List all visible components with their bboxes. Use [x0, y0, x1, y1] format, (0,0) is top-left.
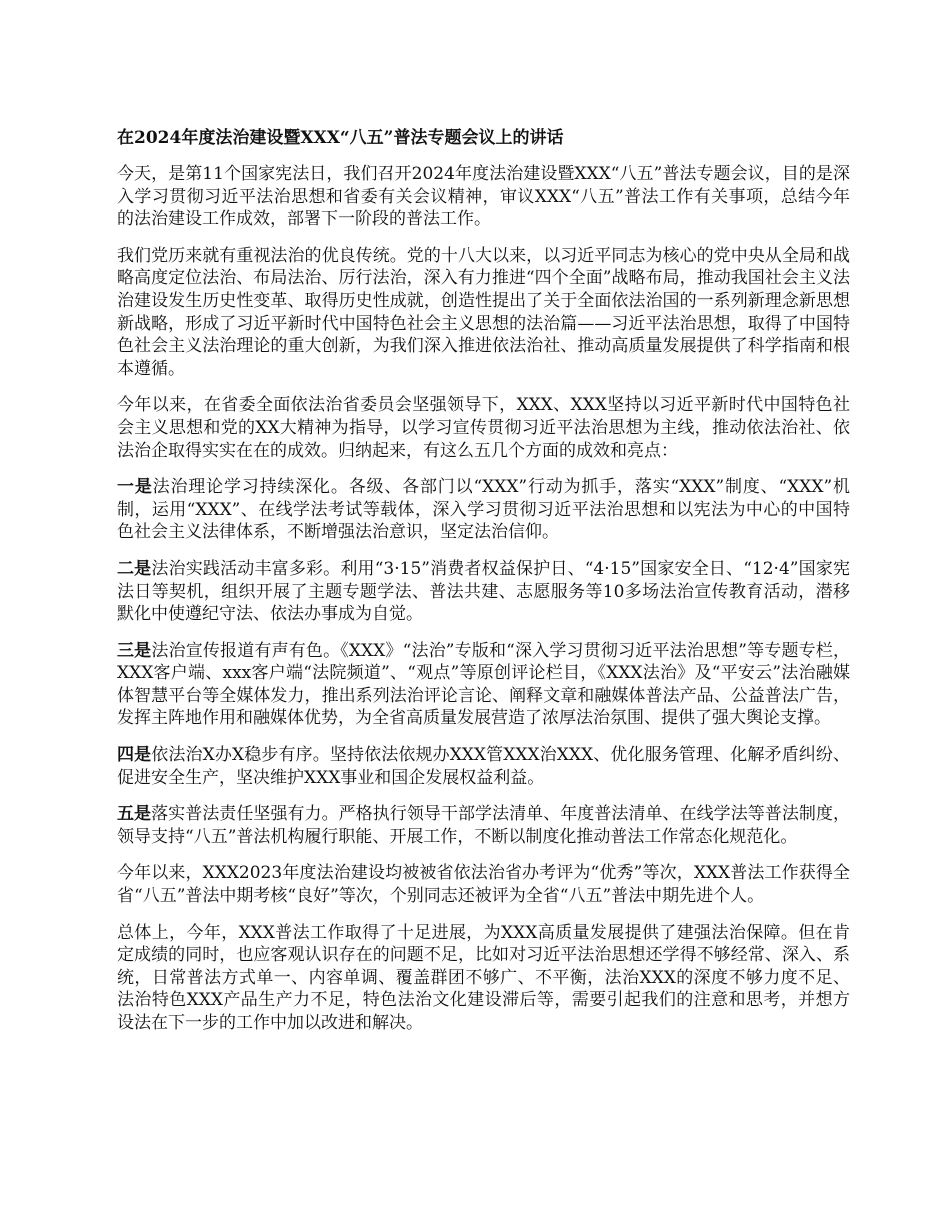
paragraph-text: 法治宣传报道有声有色。《XXX》“法治”专版和“深入学习贯彻习近平法治思想”等专题专栏，XXX客户端、xxx客户端“法院频道”、“观点”等原创评论栏目，《XXX法治》及“平安云”法治融媒体智慧平台等全媒体发力，推出系列法治评论言论、阐释文章和融媒体普法产品、公益普法广告，发挥主阵地作用和融媒体优势，为全省高质量发展营造了浓厚法治氛围、提供了强大舆论支撑。	[117, 640, 851, 729]
paragraph-text: 今年以来，XXX2023年度法治建设均被被省依法治省办考评为“优秀”等次，XXX普法工作获得全省“八五”普法中期考核“良好”等次，个别同志还被评为全省“八五”普法中期先进个人。	[117, 863, 850, 907]
document-title: 在2024年度法治建设暨XXX“八五”普法专题会议上的讲话	[117, 128, 564, 148]
paragraph-text: 总体上，今年，XXX普法工作取得了十足进展，为XXX高质量发展提供了建强法治保障。但在肯定成绩的同时，也应客观认识存在的问题不足，比如对习近平法治思想还学得不够经常、深入、系统，日常普法方式单一、内容单调、覆盖群团不够广、不平衡，法治XXX的深度不够力度不足、法治特色XXX产品生产力不足，特色法治文化建设滞后等，需要引起我们的注意和思考，并想方设法在下一步的工作中加以改进和解决。	[117, 922, 850, 1033]
paragraph-summary	[117, 922, 850, 1035]
point-lead: 三是	[117, 640, 152, 661]
document-page	[117, 127, 850, 1049]
paragraph-text: 依法治X办X稳步有序。坚持依法依规办XXX管XXX治XXX、优化服务管理、化解矛盾纠纷、促进安全生产，坚决维护XXX事业和国企发展权益利益。	[117, 745, 850, 788]
paragraph-tradition	[117, 245, 850, 381]
paragraph-point-5	[117, 803, 850, 848]
paragraph-intro	[117, 163, 850, 231]
paragraph-text: 法治理论学习持续深化。各级、各部门以“XXX”行动为抓手，落实“XXX”制度、“XXX”机制，运用“XXX”、在线学法考试等载体，深入学习贯彻习近平法治思想和以宪法为中心的中国特色社会主义法律体系，不断增强法治意识，坚定法治信仰。	[117, 477, 851, 543]
point-lead: 二是	[117, 558, 152, 579]
paragraph-text: 今天，是第11个国家宪法日，我们召开2024年度法治建设暨XXX“八五”普法专题会议，目的是深入学习贯彻习近平法治思想和省委有关会议精神，审议XXX“八五”普法工作有关事项，总结今年的法治建设工作成效，部署下一阶段的普法工作。	[117, 164, 850, 230]
paragraph-text: 今年以来，在省委全面依法治省委员会坚强领导下，XXX、XXX坚持以习近平新时代中国特色社会主义思想和党的XX大精神为指导，以学习宣传贯彻习近平法治思想为主线，推动依法治社、依法治企取得实实在在的成效。归纳起来，有这么五几个方面的成效和亮点：	[117, 395, 850, 461]
paragraph-text: 落实普法责任坚强有力。严格执行领导干部学法清单、年度普法清单、在线学法等普法制度，领导支持“八五”普法机构履行职能、开展工作，不断以制度化推动普法工作常态化规范化。	[117, 804, 851, 847]
paragraph-point-4	[117, 744, 850, 789]
paragraph-achievements	[117, 394, 850, 462]
paragraph-point-1	[117, 476, 850, 544]
paragraph-point-3	[117, 640, 850, 730]
paragraph-point-2	[117, 558, 850, 626]
paragraph-honors	[117, 862, 850, 907]
paragraph-text: 我们党历来就有重视法治的优良传统。党的十八大以来，以习近平同志为核心的党中央从全局和战略高度定位法治、布局法治、厉行法治，深入有力推进“四个全面”战略布局，推动我国社会主义法治建设发生历史性变革、取得历史性成就，创造性提出了关于全面依法治国的一系列新理念新思想新战略，形成了习近平新时代中国特色社会主义思想的法治篇——习近平法治思想，取得了中国特色社会主义法治理论的重大创新，为我们深入推进依法治社、推动高质量发展提供了科学指南和根本遵循。	[117, 245, 850, 379]
paragraph-text: 法治实践活动丰富多彩。利用“3·15”消费者权益保护日、“4·15”国家安全日、“12·4”国家宪法日等契机，组织开展了主题专题学法、普法共建、志愿服务等10多场法治宣传教育活动，潜移默化中使遵纪守法、依法办事成为自觉。	[117, 558, 851, 625]
point-lead: 一是	[117, 477, 153, 498]
point-lead: 五是	[117, 804, 152, 825]
point-lead: 四是	[117, 745, 152, 766]
